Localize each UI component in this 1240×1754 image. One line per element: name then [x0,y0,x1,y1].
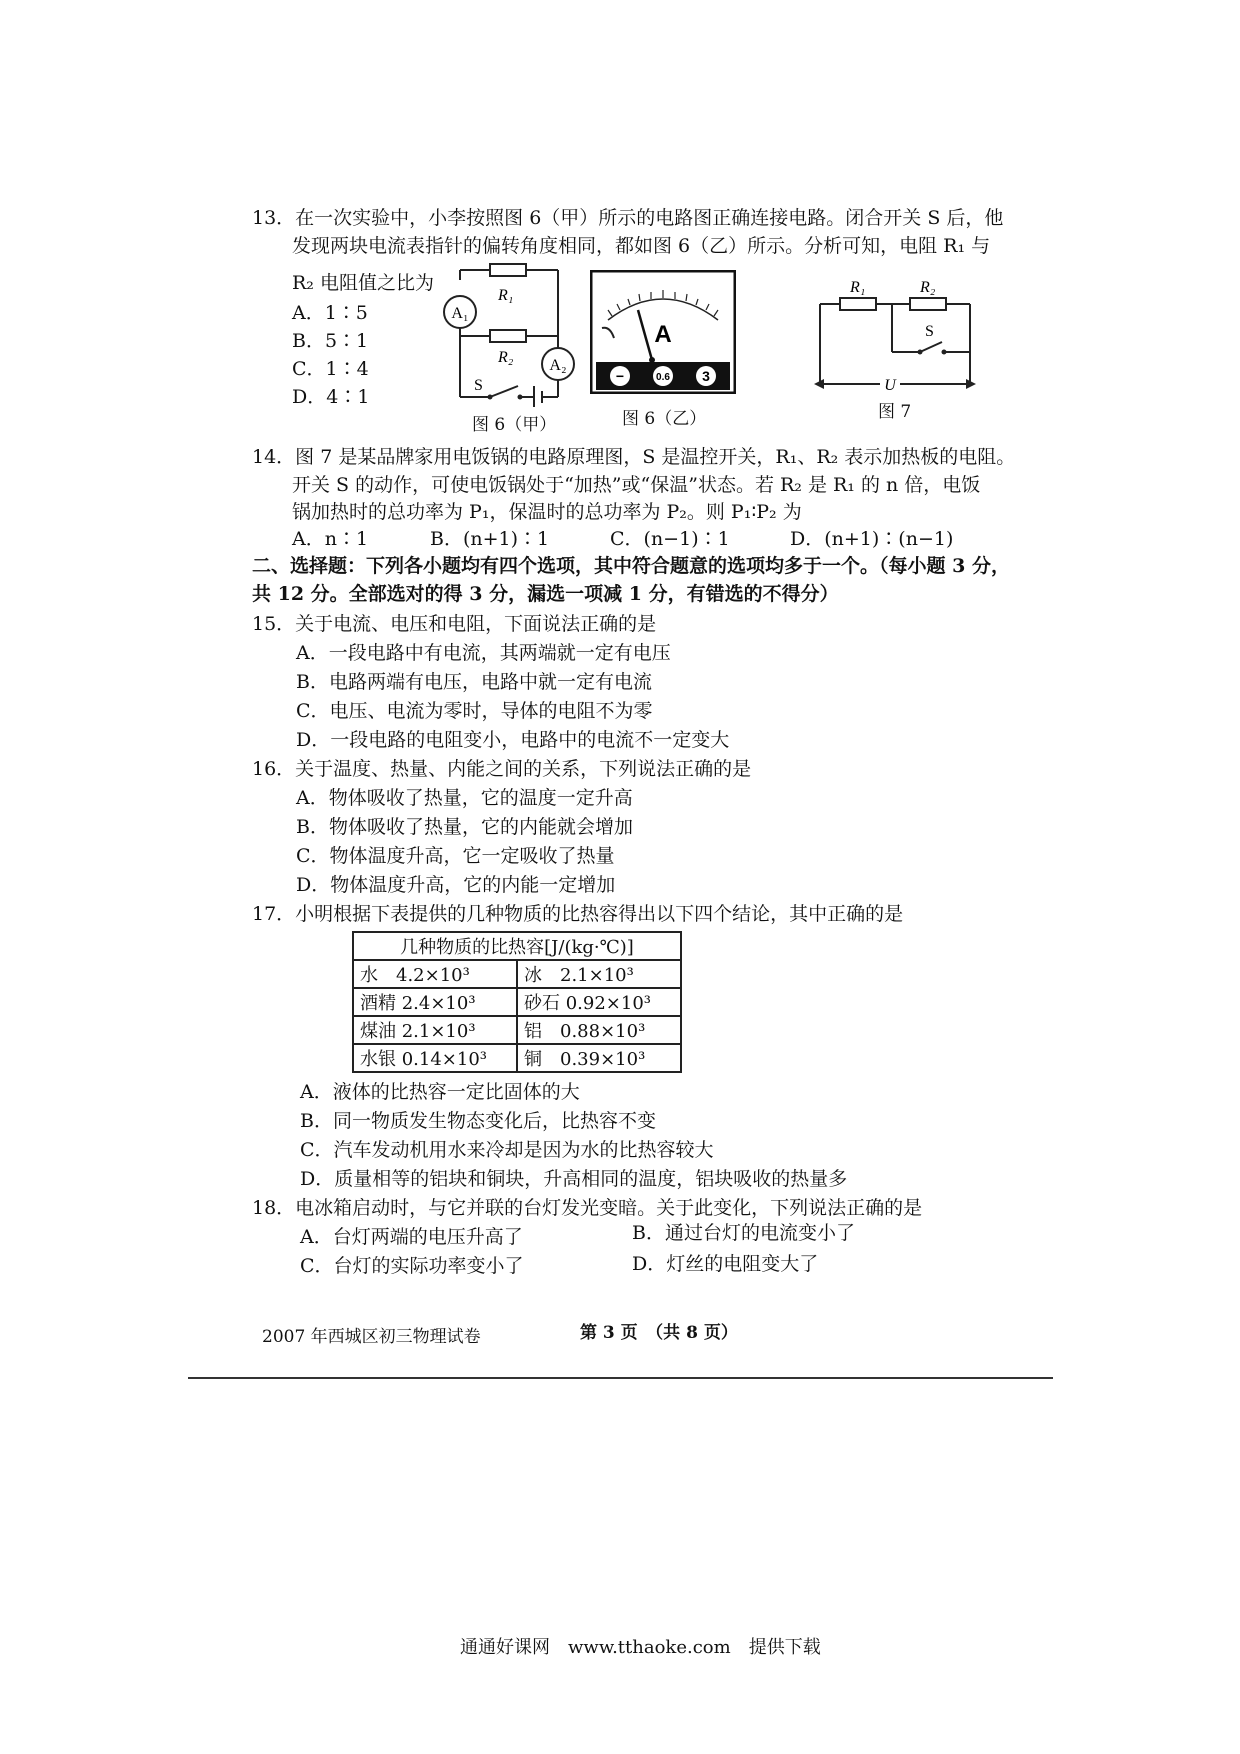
q17-option-c: C．汽车发动机用水来冷却是因为水的比热容较大 [300,1139,714,1161]
q18-stem: 18．电冰箱启动时，与它并联的台灯发光变暗。关于此变化，下列说法正确的是 [252,1197,923,1219]
figure-6-jia-circuit [430,262,600,407]
q14-option-a: A．n∶1 [292,528,369,550]
figure-6-yi-caption: 图 6（乙） [622,409,707,429]
circuit-diagram-6-jia [430,262,600,407]
watermark-text: 通通好课网 www.tthaoke.com 提供下载 [460,1637,821,1658]
q13-line2: 发现两块电流表指针的偏转角度相同，都如图 6（乙）所示。分析可知，电阻 R₁ 与 [292,235,991,257]
q13-option-c: C．1∶4 [292,358,369,380]
q14-option-c: C．(n−1)∶1 [610,528,730,550]
q16-option-b: B．物体吸收了热量，它的内能就会增加 [296,816,633,838]
table-row [353,1044,681,1072]
q14-option-b: B．(n+1)∶1 [430,528,550,550]
figure-6-yi-ammeter [590,270,736,394]
q16-option-c: C．物体温度升高，它一定吸收了热量 [296,845,615,867]
table-cell: 水银 0.14×10³ [353,1044,517,1072]
page-bottom-divider [188,1377,1053,1379]
q13-line1: 13．在一次实验中，小李按照图 6（甲）所示的电路图正确连接电路。闭合开关 S 后，他 [252,207,1004,229]
figure-6-jia-caption: 图 6（甲） [472,415,557,435]
q16-option-d: D．物体温度升高，它的内能一定增加 [296,874,616,896]
q13-option-a: A．1∶5 [292,302,368,324]
figure-7-caption: 图 7 [878,402,912,422]
q17-option-a: A．液体的比热容一定比固体的大 [300,1081,580,1103]
footer-exam-title: 2007 年西城区初三物理试卷 [262,1327,481,1347]
ammeter-unit-label: A [654,321,672,348]
table-cell: 煤油 2.1×10³ [353,1016,517,1044]
q16-option-a: A．物体吸收了热量，它的温度一定升高 [296,787,633,809]
table-row [353,988,681,1016]
q15-stem: 15．关于电流、电压和电阻，下面说法正确的是 [252,613,657,635]
fig7-switch-label: S [925,323,934,340]
table-cell: 酒精 2.4×10³ [353,988,517,1016]
ammeter-a1-label: A₁ [451,305,469,322]
section-2-heading-line1: 二、选择题：下列各小题均有四个选项，其中符合题意的选项均多于一个。（每小题 3 分， [252,555,1010,577]
specific-heat-table [352,931,682,1073]
table-cell: 冰 2.1×10³ [517,960,681,988]
table-title: 几种物质的比热容[J/(kg·℃)] [353,932,681,960]
fig7-voltage-label: U [884,377,896,394]
terminal-3: 3 [702,368,710,384]
q18-option-c: C．台灯的实际功率变小了 [300,1255,524,1277]
table-cell: 砂石 0.92×10³ [517,988,681,1016]
table-cell: 铜 0.39×10³ [517,1044,681,1072]
fig7-r2-label: R₂ [920,280,936,296]
q13-line3: R₂ 电阻值之比为 [292,272,434,294]
q15-option-a: A．一段电路中有电流，其两端就一定有电压 [296,642,671,664]
terminal-minus: − [615,368,625,384]
q15-option-d: D．一段电路的电阻变小，电路中的电流不一定变大 [296,729,730,751]
resistor-r2-label: R₂ [498,349,514,366]
q17-stem: 17．小明根据下表提供的几种物质的比热容得出以下四个结论，其中正确的是 [252,903,904,925]
table-row [353,960,681,988]
q16-stem: 16．关于温度、热量、内能之间的关系，下列说法正确的是 [252,758,752,780]
q14-line3: 锅加热时的总功率为 P₁，保温时的总功率为 P₂。则 P₁∶P₂ 为 [292,501,802,523]
footer-page-number: 第 3 页 （共 8 页） [580,1323,738,1343]
resistor-r1-label: R₁ [498,287,514,304]
q15-option-c: C．电压、电流为零时，导体的电阻不为零 [296,700,653,722]
terminal-0-6: 0.6 [656,372,670,383]
q13-option-d: D．4∶1 [292,386,370,408]
section-2-heading-line2: 共 12 分。全部选对的得 3 分，漏选一项减 1 分，有错选的不得分） [252,583,839,605]
switch-s-label: S [474,377,483,394]
table-cell: 水 4.2×10³ [353,960,517,988]
ammeter-dial [590,270,736,394]
fig7-r1-label: R₁ [850,280,866,296]
q14-line1: 14．图 7 是某品牌家用电饭锅的电路原理图，S 是温控开关，R₁、R₂ 表示加热板的电阻。 [252,446,1016,468]
q15-option-b: B．电路两端有电压，电路中就一定有电流 [296,671,652,693]
q14-line2: 开关 S 的动作，可使电饭锅处于“加热”或“保温”状态。若 R₂ 是 R₁ 的 n 倍，电饭 [292,474,981,496]
ammeter-a2-label: A₂ [549,357,567,374]
q13-option-b: B．5∶1 [292,330,369,352]
q18-option-b: B．通过台灯的电流变小了 [632,1222,855,1244]
figure-7-circuit [810,280,980,400]
q18-option-a: A．台灯两端的电压升高了 [300,1226,523,1248]
table-cell: 铝 0.88×10³ [517,1016,681,1044]
q17-option-d: D．质量相等的铝块和铜块，升高相同的温度，铝块吸收的热量多 [300,1168,848,1190]
table-row [353,1016,681,1044]
q14-option-d: D．(n+1)∶(n−1) [790,528,954,550]
circuit-diagram-7 [810,280,980,400]
q17-option-b: B．同一物质发生物态变化后，比热容不变 [300,1110,656,1132]
q18-option-d: D．灯丝的电阻变大了 [632,1253,819,1275]
